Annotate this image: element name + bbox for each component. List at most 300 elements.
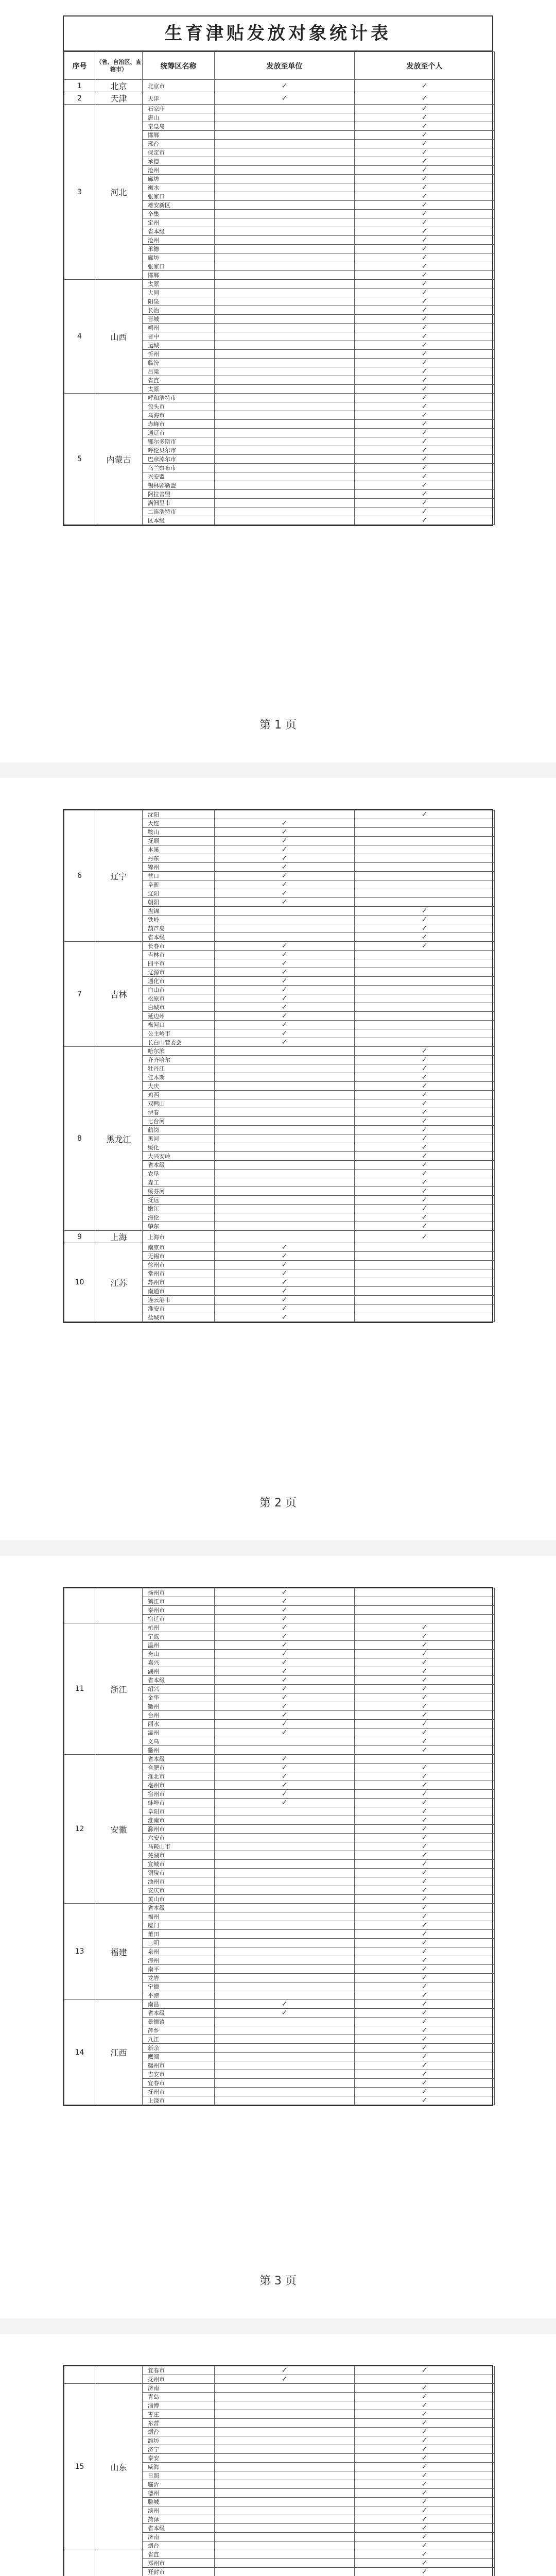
table-row	[64, 1623, 495, 1632]
region-city: 连云港市	[143, 1296, 215, 1304]
unit-check	[215, 1842, 355, 1851]
region-city: 济南	[143, 2533, 215, 2541]
unit-check: ✓	[215, 828, 355, 837]
person-check: ✓	[355, 2515, 495, 2524]
person-check: ✓	[355, 140, 495, 148]
unit-check: ✓	[215, 1038, 355, 1047]
person-check: ✓	[355, 907, 495, 916]
unit-check	[215, 481, 355, 490]
table-row	[64, 1588, 495, 1597]
region-city: 鸡西	[143, 1091, 215, 1099]
region-city: 六安市	[143, 1834, 215, 1842]
doc-title: 生育津贴发放对象统计表	[64, 16, 492, 52]
table-row	[64, 280, 495, 289]
region-name: 江西	[95, 2000, 143, 2105]
row-index: 2	[64, 92, 95, 105]
person-check: ✓	[355, 446, 495, 455]
table-row	[64, 105, 495, 113]
region-city: 赣州市	[143, 2061, 215, 2070]
unit-check	[215, 2428, 355, 2436]
unit-check: ✓	[215, 1772, 355, 1781]
unit-check: ✓	[215, 1764, 355, 1772]
region-city: 抚远	[143, 1196, 215, 1205]
person-check: ✓	[355, 1143, 495, 1152]
unit-check	[215, 1807, 355, 1816]
region-city: 唐山	[143, 113, 215, 122]
person-check	[355, 1296, 495, 1304]
region-city: 黄山市	[143, 1895, 215, 1904]
person-check: ✓	[355, 245, 495, 253]
person-check: ✓	[355, 2489, 495, 2498]
unit-check	[215, 2463, 355, 2471]
region-city: 阜阳市	[143, 1807, 215, 1816]
person-check: ✓	[355, 367, 495, 376]
unit-check	[215, 1082, 355, 1091]
unit-check	[215, 1869, 355, 1877]
person-check: ✓	[355, 942, 495, 951]
unit-check	[215, 1091, 355, 1099]
person-check: ✓	[355, 92, 495, 105]
person-check: ✓	[355, 192, 495, 201]
unit-check	[215, 916, 355, 924]
region-city: 绥化	[143, 1143, 215, 1152]
page-number: 第 2 页	[259, 1497, 297, 1510]
row-index: 14	[64, 2000, 95, 2105]
unit-check	[215, 1222, 355, 1231]
person-check: ✓	[355, 1126, 495, 1134]
person-check: ✓	[355, 402, 495, 411]
region-city: 四平市	[143, 959, 215, 968]
region-city: 莆田	[143, 1930, 215, 1939]
region-city: 嫩江	[143, 1205, 215, 1213]
unit-check: ✓	[215, 1667, 355, 1676]
region-city: 牡丹江	[143, 1064, 215, 1073]
unit-check	[215, 1982, 355, 1991]
row-index: 13	[64, 1904, 95, 2000]
unit-check	[215, 420, 355, 429]
table-row	[64, 1904, 495, 1912]
region-city: 海伦	[143, 1213, 215, 1222]
unit-check	[215, 1746, 355, 1755]
unit-check	[215, 1947, 355, 1956]
unit-check	[215, 499, 355, 507]
table-row	[64, 80, 495, 92]
row-index: 7	[64, 942, 95, 1047]
region-name: 上海	[95, 1231, 143, 1243]
person-check: ✓	[355, 359, 495, 367]
person-check: ✓	[355, 1877, 495, 1886]
table-row	[64, 1231, 495, 1243]
unit-check: ✓	[215, 92, 355, 105]
region-city: 省本级	[143, 1755, 215, 1764]
person-check: ✓	[355, 1650, 495, 1658]
unit-check	[215, 516, 355, 525]
person-check: ✓	[355, 2096, 495, 2105]
region-city: 省本级	[143, 1904, 215, 1912]
region-city: 景德镇	[143, 2018, 215, 2026]
region-city: 马鞍山市	[143, 1842, 215, 1851]
region-city: 泰安	[143, 2454, 215, 2463]
unit-check: ✓	[215, 889, 355, 898]
unit-check	[215, 490, 355, 499]
unit-check	[215, 446, 355, 455]
person-check: ✓	[355, 1956, 495, 1965]
table-sheet	[63, 15, 493, 526]
region-city: 长白山管委会	[143, 1038, 215, 1047]
unit-check: ✓	[215, 1313, 355, 1322]
unit-check: ✓	[215, 1269, 355, 1278]
person-check: ✓	[355, 1720, 495, 1728]
unit-check	[215, 105, 355, 113]
unit-check	[215, 402, 355, 411]
unit-check	[215, 271, 355, 280]
person-check: ✓	[355, 1056, 495, 1064]
person-check: ✓	[355, 122, 495, 131]
unit-check	[215, 2541, 355, 2550]
region-city: 邯郸	[143, 131, 215, 140]
unit-check: ✓	[215, 1029, 355, 1038]
region-city: 廊坊	[143, 175, 215, 183]
region-city: 承德	[143, 245, 215, 253]
region-city: 铁岭	[143, 916, 215, 924]
unit-check: ✓	[215, 994, 355, 1003]
region-name: 河北	[95, 105, 143, 280]
region-city: 宜春市	[143, 2079, 215, 2088]
person-check	[355, 959, 495, 968]
person-check: ✓	[355, 2018, 495, 2026]
region-city: 苏州市	[143, 1278, 215, 1287]
region-city: 梅河口	[143, 1021, 215, 1029]
region-city: 邢台	[143, 140, 215, 148]
region-city: 抚州市	[143, 2375, 215, 2384]
unit-check: ✓	[215, 1728, 355, 1737]
region-city: 临汾	[143, 359, 215, 367]
region-name	[95, 2550, 143, 2576]
region-city: 宁德	[143, 1982, 215, 1991]
region-city: 七台河	[143, 1117, 215, 1126]
region-city: 邯郸	[143, 271, 215, 280]
person-check	[355, 1269, 495, 1278]
region-city: 秦皇岛	[143, 122, 215, 131]
person-check: ✓	[355, 2410, 495, 2419]
table-row	[64, 1047, 495, 1056]
person-check: ✓	[355, 332, 495, 341]
person-check	[355, 1261, 495, 1269]
person-check: ✓	[355, 1921, 495, 1930]
unit-check: ✓	[215, 2000, 355, 2009]
unit-check: ✓	[215, 898, 355, 907]
unit-check	[215, 113, 355, 122]
region-name: 江苏	[95, 1243, 143, 1322]
region-city: 松原市	[143, 994, 215, 1003]
person-check	[355, 986, 495, 994]
region-city: 上海市	[143, 1231, 215, 1243]
unit-check	[215, 2044, 355, 2053]
person-check: ✓	[355, 2009, 495, 2018]
unit-check	[215, 2088, 355, 2096]
unit-check	[215, 2096, 355, 2105]
unit-check	[215, 464, 355, 472]
unit-check	[215, 2533, 355, 2541]
person-check: ✓	[355, 253, 495, 262]
region-city: 鞍山	[143, 828, 215, 837]
unit-check	[215, 1213, 355, 1222]
unit-check	[215, 236, 355, 245]
region-city: 乌海市	[143, 411, 215, 420]
unit-check	[215, 2035, 355, 2044]
unit-check	[215, 148, 355, 157]
unit-check	[215, 1930, 355, 1939]
person-check: ✓	[355, 2533, 495, 2541]
region-city: 区本级	[143, 516, 215, 525]
person-check: ✓	[355, 2026, 495, 2035]
region-city: 舟山	[143, 1650, 215, 1658]
unit-check	[215, 140, 355, 148]
region-city: 省本级	[143, 1161, 215, 1170]
region-city: 日照	[143, 2471, 215, 2480]
unit-check	[215, 1851, 355, 1860]
person-check: ✓	[355, 376, 495, 385]
unit-check: ✓	[215, 1243, 355, 1252]
person-check	[355, 1038, 495, 1047]
unit-check: ✓	[215, 968, 355, 977]
region-city: 呼和浩特市	[143, 394, 215, 402]
region-city: 杭州	[143, 1623, 215, 1632]
person-check: ✓	[355, 472, 495, 481]
region-name: 山东	[95, 2384, 143, 2550]
unit-check	[215, 306, 355, 315]
region-city: 省本级	[143, 933, 215, 942]
region-city: 安庆市	[143, 1886, 215, 1895]
person-check: ✓	[355, 1982, 495, 1991]
unit-check	[215, 2480, 355, 2489]
person-check	[355, 994, 495, 1003]
unit-check	[215, 262, 355, 271]
region-city: 本溪	[143, 845, 215, 854]
region-city: 扬州市	[143, 1588, 215, 1597]
person-check: ✓	[355, 1205, 495, 1213]
unit-check: ✓	[215, 1641, 355, 1650]
region-city: 呼伦贝尔市	[143, 446, 215, 455]
person-check: ✓	[355, 218, 495, 227]
row-index: 1	[64, 80, 95, 92]
unit-check: ✓	[215, 1790, 355, 1799]
row-index: 15	[64, 2384, 95, 2550]
person-check: ✓	[355, 1842, 495, 1851]
region-city: 泉州	[143, 1947, 215, 1956]
person-check: ✓	[355, 236, 495, 245]
person-check: ✓	[355, 2419, 495, 2428]
region-city: 白城市	[143, 1003, 215, 1012]
unit-check	[215, 1991, 355, 2000]
region-city: 通辽市	[143, 429, 215, 437]
region-city: 常州市	[143, 1269, 215, 1278]
unit-check: ✓	[215, 880, 355, 889]
person-check: ✓	[355, 2061, 495, 2070]
person-check: ✓	[355, 1702, 495, 1711]
table-row	[64, 2366, 495, 2375]
unit-check: ✓	[215, 1676, 355, 1685]
region-city: 黑河	[143, 1134, 215, 1143]
region-city: 省本级	[143, 1676, 215, 1685]
person-check: ✓	[355, 429, 495, 437]
region-city: 烟台	[143, 2541, 215, 2550]
person-check: ✓	[355, 1728, 495, 1737]
unit-check: ✓	[215, 1597, 355, 1606]
region-city: 福州	[143, 1912, 215, 1921]
region-city: 济南	[143, 2384, 215, 2393]
unit-check: ✓	[215, 959, 355, 968]
region-city: 定州	[143, 218, 215, 227]
person-check: ✓	[355, 1117, 495, 1126]
person-check: ✓	[355, 1178, 495, 1187]
region-city: 抚州市	[143, 2088, 215, 2096]
region-city: 盐城市	[143, 1313, 215, 1322]
unit-check	[215, 411, 355, 420]
person-check: ✓	[355, 1895, 495, 1904]
person-check	[355, 951, 495, 959]
person-check: ✓	[355, 464, 495, 472]
person-check: ✓	[355, 1187, 495, 1196]
person-check: ✓	[355, 1772, 495, 1781]
unit-check	[215, 2559, 355, 2568]
unit-check	[215, 2018, 355, 2026]
page-number: 第 3 页	[259, 2275, 297, 2287]
person-check	[355, 1021, 495, 1029]
region-city: 南昌	[143, 2000, 215, 2009]
person-check: ✓	[355, 271, 495, 280]
unit-check: ✓	[215, 986, 355, 994]
unit-check	[215, 2454, 355, 2463]
person-check: ✓	[355, 306, 495, 315]
person-check: ✓	[355, 1965, 495, 1974]
unit-check	[215, 1904, 355, 1912]
page-number: 第 1 页	[259, 719, 297, 732]
region-city: 张家口	[143, 262, 215, 271]
unit-check: ✓	[215, 1588, 355, 1597]
person-check: ✓	[355, 1816, 495, 1825]
region-city: 巴彦淖尔市	[143, 455, 215, 464]
region-city: 三明	[143, 1939, 215, 1947]
region-city: 延边州	[143, 1012, 215, 1021]
region-city: 二连浩特市	[143, 507, 215, 516]
region-city: 辛集	[143, 210, 215, 218]
unit-check	[215, 315, 355, 324]
unit-check: ✓	[215, 2366, 355, 2375]
person-check: ✓	[355, 1134, 495, 1143]
person-check	[355, 1304, 495, 1313]
person-check: ✓	[355, 210, 495, 218]
data-table	[64, 810, 495, 1322]
region-city: 温州	[143, 1728, 215, 1737]
unit-check	[215, 1825, 355, 1834]
person-check: ✓	[355, 2559, 495, 2568]
unit-check	[215, 1126, 355, 1134]
unit-check	[215, 394, 355, 402]
unit-check	[215, 2401, 355, 2410]
region-city: 阳泉	[143, 297, 215, 306]
unit-check: ✓	[215, 1711, 355, 1720]
region-city: 吉林市	[143, 951, 215, 959]
region-city: 运城	[143, 341, 215, 350]
person-check: ✓	[355, 1904, 495, 1912]
unit-check	[215, 2026, 355, 2035]
region-city: 大庆	[143, 1082, 215, 1091]
person-check: ✓	[355, 1222, 495, 1231]
region-city: 衡水	[143, 183, 215, 192]
person-check	[355, 854, 495, 863]
table-row	[64, 942, 495, 951]
unit-check: ✓	[215, 1658, 355, 1667]
unit-check	[215, 1134, 355, 1143]
region-city: 绍兴	[143, 1685, 215, 1693]
region-city: 淮安市	[143, 1304, 215, 1313]
unit-check	[215, 1816, 355, 1825]
person-check: ✓	[355, 1737, 495, 1746]
region-city: 丽水	[143, 1720, 215, 1728]
region-city: 绥芬河	[143, 1187, 215, 1196]
region-city: 太原	[143, 385, 215, 394]
region-name: 福建	[95, 1904, 143, 2000]
person-check: ✓	[355, 1711, 495, 1720]
unit-check: ✓	[215, 1296, 355, 1304]
region-city: 嘉兴	[143, 1658, 215, 1667]
unit-check: ✓	[215, 2375, 355, 2384]
person-check: ✓	[355, 1869, 495, 1877]
unit-check	[215, 2524, 355, 2533]
unit-check	[215, 227, 355, 236]
unit-check	[215, 1187, 355, 1196]
person-check: ✓	[355, 1939, 495, 1947]
region-city: 烟台	[143, 2428, 215, 2436]
person-check	[355, 828, 495, 837]
table-sheet	[63, 1587, 493, 2106]
person-check: ✓	[355, 394, 495, 402]
row-index	[64, 2366, 95, 2384]
region-city: 南通市	[143, 1287, 215, 1296]
unit-check: ✓	[215, 1755, 355, 1764]
region-city: 铜陵市	[143, 1869, 215, 1877]
unit-check: ✓	[215, 1287, 355, 1296]
person-check: ✓	[355, 1623, 495, 1632]
region-city: 宿州市	[143, 1790, 215, 1799]
region-city: 长治	[143, 306, 215, 315]
region-city: 芜湖市	[143, 1851, 215, 1860]
region-city: 公主岭市	[143, 1029, 215, 1038]
unit-check: ✓	[215, 977, 355, 986]
person-check: ✓	[355, 1851, 495, 1860]
table-sheet	[63, 2365, 493, 2576]
region-city: 淮北市	[143, 1772, 215, 1781]
region-city: 长春市	[143, 942, 215, 951]
person-check: ✓	[355, 2541, 495, 2550]
person-check: ✓	[355, 289, 495, 297]
person-check	[355, 2375, 495, 2384]
region-city: 临沂	[143, 2480, 215, 2489]
person-check	[355, 863, 495, 872]
person-check: ✓	[355, 1632, 495, 1641]
region-city: 九江	[143, 2035, 215, 2044]
header-city: 统筹区名称	[143, 52, 215, 80]
person-check	[355, 1278, 495, 1287]
person-check	[355, 880, 495, 889]
region-city: 大连	[143, 819, 215, 828]
person-check: ✓	[355, 262, 495, 271]
unit-check: ✓	[215, 1606, 355, 1615]
region-city: 盘锦	[143, 907, 215, 916]
region-name: 山西	[95, 280, 143, 394]
person-check	[355, 837, 495, 845]
